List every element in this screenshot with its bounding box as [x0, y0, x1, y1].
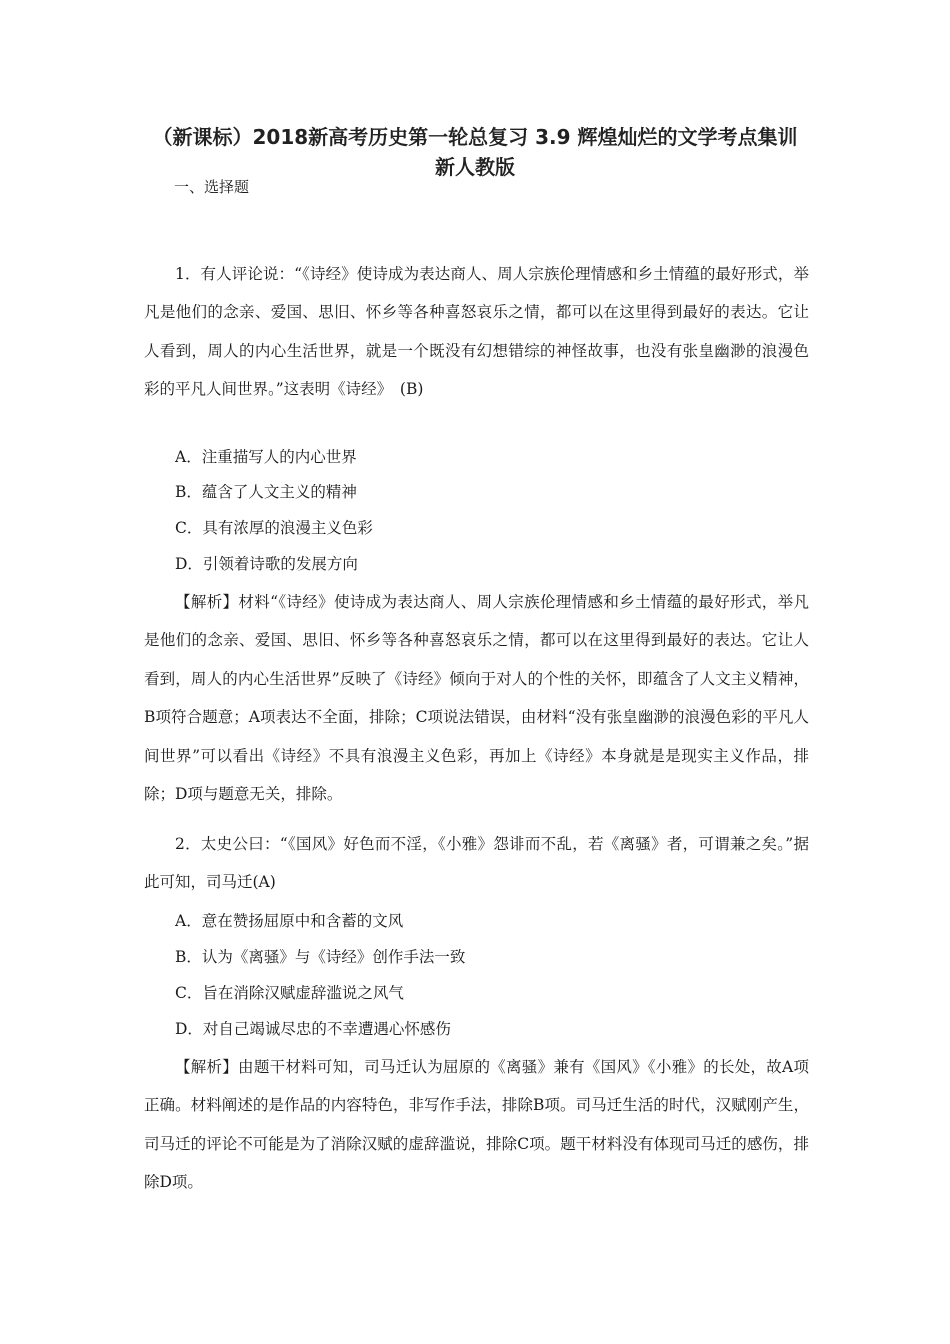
question-1-option-b: B．蕴含了人文主义的精神: [175, 483, 357, 501]
question-2-option-a: A．意在赞扬屈原中和含蓄的文风: [175, 912, 404, 930]
question-2-option-d: D．对自己竭诚尽忠的不幸遭遇心怀感伤: [175, 1020, 451, 1038]
question-1-option-d: D．引领着诗歌的发展方向: [175, 555, 358, 573]
question-2-option-b: B．认为《离骚》与《诗经》创作手法一致: [175, 948, 466, 966]
question-1-option-a: A．注重描写人的内心世界: [175, 448, 357, 466]
question-2-option-c: C．旨在消除汉赋虚辞滥说之风气: [175, 984, 404, 1002]
question-2-stem: 2．太史公曰：“《国风》好色而不淫，《小雅》怨诽而不乱，若《离骚》者，可谓兼之矣。”据此可知，司马迁(A): [144, 835, 809, 892]
question-1-option-c: C．具有浓厚的浪漫主义色彩: [175, 519, 373, 537]
document-title: （新课标）2018新高考历史第一轮总复习 3.9 辉煌灿烂的文学考点集训 新人教版: [152, 125, 798, 179]
question-1-stem: 1．有人评论说：“《诗经》使诗成为表达商人、周人宗族伦理情感和乡土情蕴的最好形式，举凡是他们的念亲、爱国、思旧、怀乡等各种喜怒哀乐之情，都可以在这里得到最好的表达。它让人看到，周人的内心生活世界，就是一个既没有幻想错综的神怪故事，也没有张皇幽渺的浪漫色彩的平凡人间世界。”这表明《诗经》 (B): [144, 265, 809, 399]
question-2-analysis: 【解析】由题干材料可知，司马迁认为屈原的《离骚》兼有《国风》《小雅》的长处，故A项正确。材料阐述的是作品的内容特色，非写作手法，排除B项。司马迁生活的时代，汉赋刚产生，司马迁的评论不可能是为了消除汉赋的虚辞滥说，排除C项。题干材料没有体现司马迁的感伤，排除D项。: [144, 1058, 809, 1192]
section-heading: 一、选择题: [174, 178, 250, 196]
question-1-analysis: 【解析】材料“《诗经》使诗成为表达商人、周人宗族伦理情感和乡土情蕴的最好形式，举凡是他们的念亲、爱国、思旧、怀乡等各种喜怒哀乐之情，都可以在这里得到最好的表达。它让人看到，周人的内心生活世界”反映了《诗经》倾向于对人的个性的关怀，即蕴含了人文主义精神，B项符合题意；A项表达不全面，排除；C项说法错误，由材料“没有张皇幽渺的浪漫色彩的平凡人间世界”可以看出《诗经》不具有浪漫主义色彩，再加上《诗经》本身就是是现实主义作品，排除；D项与题意无关，排除。: [144, 593, 809, 804]
